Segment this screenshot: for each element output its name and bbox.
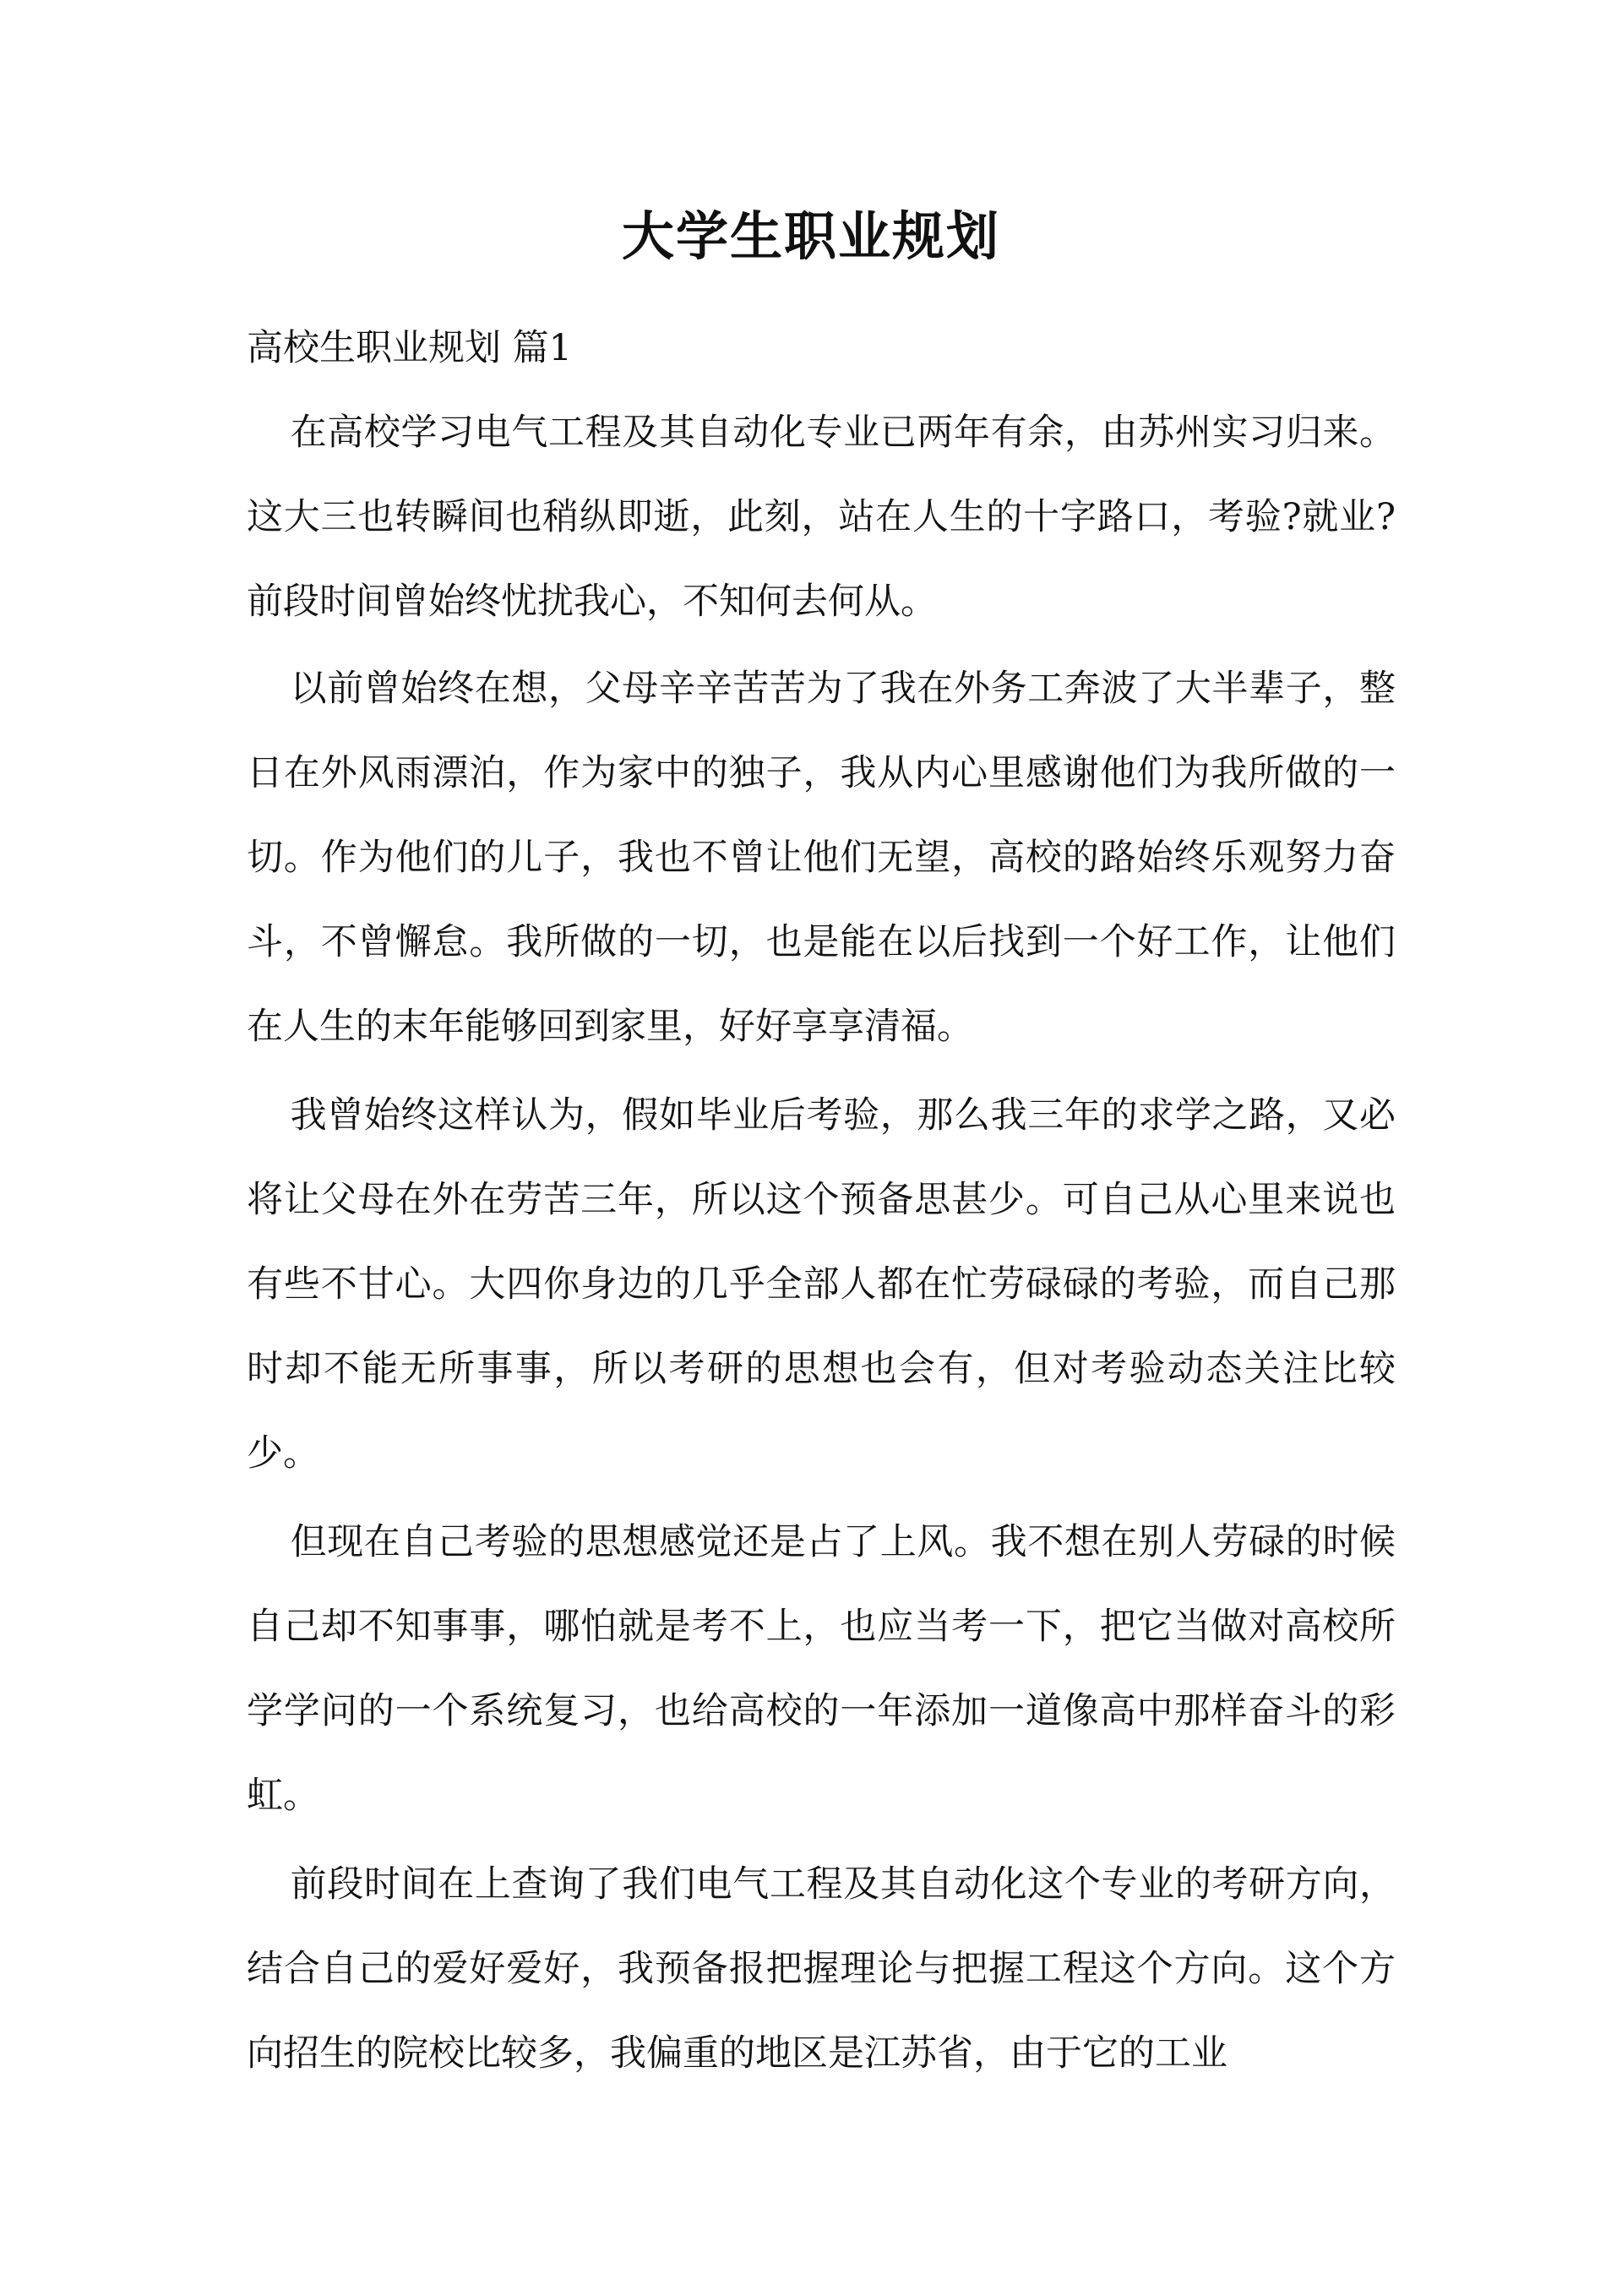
section-heading: 高校生职业规划 篇1 — [247, 327, 573, 369]
paragraph-5: 前段时间在上查询了我们电气工程及其自动化这个专业的考研方向，结合自己的爱好爱好，我预备报把握理论与把握工程这个方向。这个方向招生的院校比较多，我偏重的地区是江苏省，由于它的工业 — [247, 1863, 1396, 2075]
paragraph-3: 我曾始终这样认为，假如毕业后考验，那么我三年的求学之路，又必将让父母在外在劳苦三年，所以这个预备思甚少。可自己从心里来说也有些不甘心。大四你身边的几乎全部人都在忙劳碌碌的考验，而自己那时却不能无所事事，所以考研的思想也会有，但对考验动态关注比较少。 — [247, 1094, 1396, 1475]
document-title: 大学生职业规划 — [621, 205, 1000, 267]
paragraph-4: 但现在自己考验的思想感觉还是占了上风。我不想在别人劳碌的时候自己却不知事事，哪怕就是考不上，也应当考一下，把它当做对高校所学学问的一个系统复习，也给高校的一年添加一道像高中那样奋斗的彩虹。 — [247, 1521, 1396, 1817]
paragraph-1: 在高校学习电气工程及其自动化专业已两年有余，由苏州实习归来。这大三也转瞬间也稍纵即逝，此刻，站在人生的十字路口，考验?就业?前段时间曾始终忧扰我心，不知何去何从。 — [247, 412, 1396, 623]
paragraph-2: 以前曾始终在想，父母辛辛苦苦为了我在外务工奔波了大半辈子，整日在外风雨漂泊，作为家中的独子，我从内心里感谢他们为我所做的一切。作为他们的儿子，我也不曾让他们无望，高校的路始终乐观努力奋斗，不曾懈怠。我所做的一切，也是能在以后找到一个好工作，让他们在人生的末年能够回到家里，好好享享清福。 — [247, 668, 1396, 1048]
